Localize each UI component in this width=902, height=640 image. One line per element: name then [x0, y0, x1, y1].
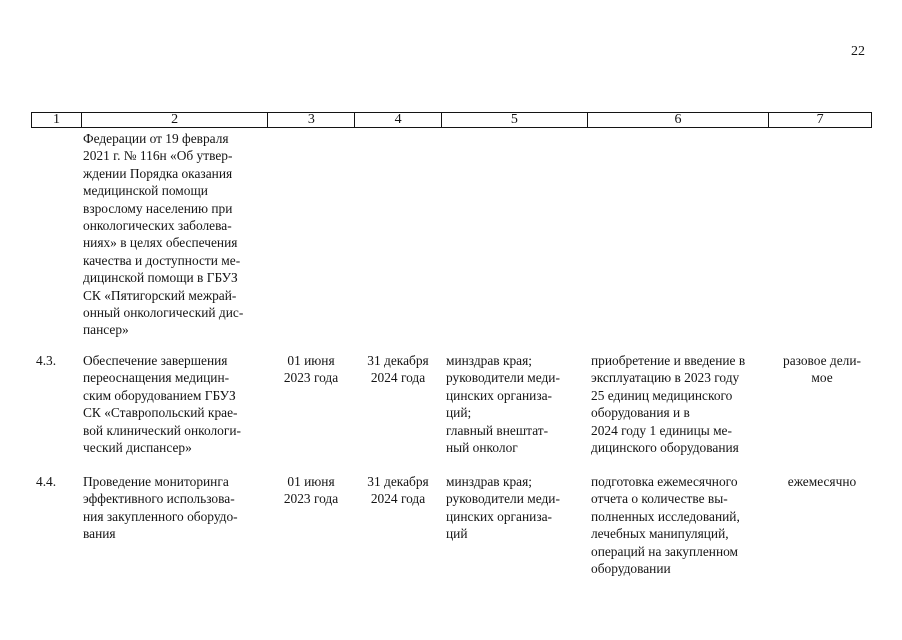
row-4-3-start-date: 01 июня 2023 года — [283, 353, 339, 386]
table-header-row — [31, 112, 872, 128]
column-number-4: 4 — [354, 113, 441, 127]
column-number-2: 2 — [81, 113, 268, 127]
row-4-3-description: Обеспечение завершения переоснащения медицин- ским оборудованием ГБУЗ СК «Ставропольский краe- вой клинический онкологи- ческий диспансер» — [83, 353, 241, 456]
page-number: 22 — [851, 44, 865, 59]
row-4-3-result: приобретение и введение в эксплуатацию в 2023 году 25 единиц медицинского оборудования и в 2024 году 1 единицы ме- дицинского оборудования — [591, 353, 746, 456]
row-4-3-responsible: минздрав края; руководители меди- цинских организа- ций; главный внештат- ный онколог — [446, 353, 560, 456]
column-number-1: 1 — [52, 112, 60, 127]
column-number-6: 6 — [587, 113, 769, 127]
row-4-4-result: подготовка ежемесячного отчета о количестве вы- полненных исследований, лечебных манипуляций, операций на закупленном оборудовании — [591, 474, 740, 577]
row-4-4-end-date: 31 декабря 2024 года — [367, 474, 429, 507]
row-4-4-responsible: минздрав края; руководители меди- цинских организа- ций — [446, 474, 560, 542]
row-4-4-description: Проведение мониторинга эффективного использова- ния закупленного оборудо- вания — [83, 474, 238, 542]
row-4-3-end-date: 31 декабря 2024 года — [367, 353, 429, 386]
column-number-3: 3 — [267, 113, 354, 127]
row-4-3-periodicity: разовое дели- мое — [783, 353, 861, 386]
column-number-7: 7 — [768, 113, 871, 127]
row-4-3-number: 4.3. — [36, 353, 57, 368]
row-4-4-start-date: 01 июня 2023 года — [283, 474, 339, 507]
row-4-4-periodicity: ежемесячно — [787, 474, 857, 489]
column-number-5: 5 — [441, 113, 587, 127]
row-4-4-number: 4.4. — [36, 474, 57, 489]
continuation-description: Федерации от 19 февраля 2021 г. № 116н «Об утвер- ждении Порядка оказания медицинской помощи взрослому населению при онкологических заболева- ниях» в целях обеспечения качества и доступности ме- дицинской помощи в ГБУЗ СК «Пятигорский межрай- онный онкологический дис- пансер» — [83, 131, 244, 338]
